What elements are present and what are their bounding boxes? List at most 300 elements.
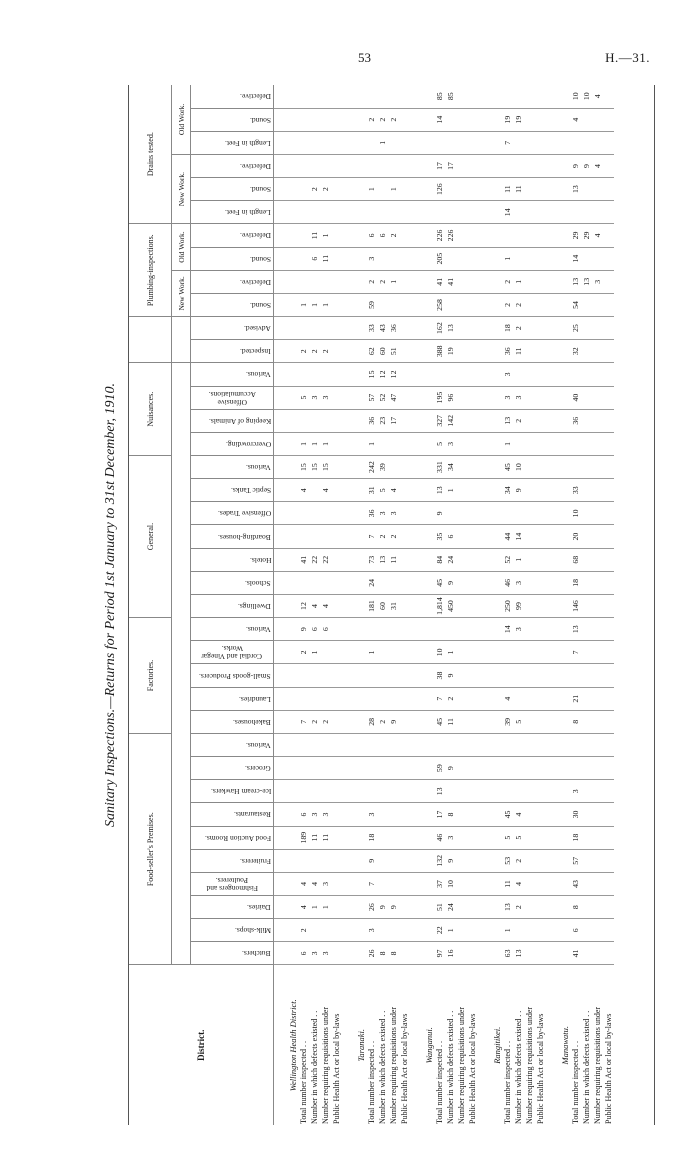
table-cell xyxy=(388,201,399,224)
table-cell xyxy=(524,363,535,386)
table-cell xyxy=(535,872,546,895)
table-cell: 6 xyxy=(377,224,388,247)
table-cell xyxy=(467,896,478,919)
spacer-cell xyxy=(274,826,299,849)
table-cell xyxy=(513,757,524,780)
table-cell xyxy=(535,849,546,872)
table-cell xyxy=(467,780,478,803)
table-cell: 4 xyxy=(513,803,524,826)
table-cell xyxy=(592,455,603,478)
table-cell xyxy=(298,849,309,872)
table-cell xyxy=(603,757,614,780)
table-cell xyxy=(377,154,388,177)
table-cell xyxy=(377,293,388,316)
table-cell xyxy=(467,131,478,154)
table-cell: 4 xyxy=(320,479,331,502)
table-cell xyxy=(581,317,592,340)
table-cell xyxy=(513,687,524,710)
table-cell xyxy=(388,664,399,687)
table-cell: 96 xyxy=(445,386,456,409)
table-cell xyxy=(331,432,342,455)
table-cell xyxy=(331,270,342,293)
column-subgroup-header: Old Work. xyxy=(172,85,191,154)
table-cell xyxy=(603,571,614,594)
table-cell xyxy=(456,641,467,664)
table-cell: 2 xyxy=(513,293,524,316)
table-cell: 2 xyxy=(388,108,399,131)
table-cell xyxy=(535,409,546,432)
table-cell: 14 xyxy=(502,618,513,641)
row-label: Public Health Act or local by-laws xyxy=(400,1013,409,1124)
table-cell: 3 xyxy=(320,942,331,965)
table-cell: 1 xyxy=(320,224,331,247)
table-cell xyxy=(603,849,614,872)
column-header xyxy=(191,386,274,409)
table-cell xyxy=(535,733,546,756)
table-cell xyxy=(581,340,592,363)
table-cell xyxy=(298,525,309,548)
table-cell: 34 xyxy=(445,455,456,478)
table-cell xyxy=(399,455,410,478)
table-cell xyxy=(456,386,467,409)
table-cell xyxy=(434,201,445,224)
spacer-cell xyxy=(342,479,366,502)
table-row xyxy=(366,85,377,1125)
district-header: District. xyxy=(129,965,274,1125)
table-cell xyxy=(298,108,309,131)
table-cell xyxy=(309,571,320,594)
table-cell xyxy=(309,409,320,432)
spacer-cell xyxy=(546,733,570,756)
table-cell: 2 xyxy=(320,340,331,363)
table-cell xyxy=(524,270,535,293)
table-cell xyxy=(581,409,592,432)
table-cell xyxy=(388,687,399,710)
spacer-cell xyxy=(410,502,434,525)
column-header xyxy=(191,780,274,803)
table-cell xyxy=(331,664,342,687)
table-cell: 1 xyxy=(445,479,456,502)
table-cell xyxy=(513,919,524,942)
spacer-cell xyxy=(274,455,299,478)
table-cell xyxy=(399,363,410,386)
table-cell xyxy=(456,710,467,733)
spacer-cell xyxy=(410,154,434,177)
table-cell: 1 xyxy=(366,641,377,664)
spacer-cell xyxy=(478,432,502,455)
table-row xyxy=(535,85,546,1125)
table-cell xyxy=(456,872,467,895)
table-cell: 9 xyxy=(388,896,399,919)
table-cell: 54 xyxy=(570,293,581,316)
spacer-cell xyxy=(546,432,570,455)
table-cell: 13 xyxy=(445,317,456,340)
spacer-cell xyxy=(342,154,366,177)
spacer-cell xyxy=(274,340,299,363)
table-cell xyxy=(298,247,309,270)
table-cell xyxy=(581,548,592,571)
table-cell: 73 xyxy=(366,548,377,571)
district-name: Wellington Health District. xyxy=(288,999,298,1092)
table-cell xyxy=(434,363,445,386)
table-cell xyxy=(467,154,478,177)
spacer-cell xyxy=(274,317,299,340)
column-header xyxy=(191,455,274,478)
spacer-cell xyxy=(274,85,299,108)
table-cell xyxy=(388,571,399,594)
table-cell: 2 xyxy=(366,270,377,293)
spacer-cell xyxy=(410,594,434,617)
table-cell xyxy=(456,409,467,432)
table-cell xyxy=(456,664,467,687)
spacer-cell xyxy=(546,85,570,108)
table-row xyxy=(399,85,410,1125)
table-cell xyxy=(399,710,410,733)
table-cell xyxy=(331,757,342,780)
table-cell: 3 xyxy=(366,247,377,270)
table-cell xyxy=(535,571,546,594)
table-cell xyxy=(298,664,309,687)
table-cell xyxy=(399,780,410,803)
table-cell xyxy=(467,386,478,409)
table-row xyxy=(309,85,320,1125)
table-cell: 6 xyxy=(298,942,309,965)
table-cell xyxy=(524,733,535,756)
table-cell xyxy=(445,363,456,386)
district-name: Taranaki. xyxy=(356,1029,366,1062)
table-cell xyxy=(399,618,410,641)
table-cell: 3 xyxy=(513,571,524,594)
table-cell: 4 xyxy=(320,594,331,617)
table-cell xyxy=(603,409,614,432)
table-cell xyxy=(456,733,467,756)
column-header-label: Advised. xyxy=(244,324,271,334)
table-cell xyxy=(513,363,524,386)
table-cell xyxy=(592,131,603,154)
table-cell xyxy=(399,919,410,942)
spacer-cell xyxy=(478,224,502,247)
table-cell: 4 xyxy=(388,479,399,502)
table-cell: 1 xyxy=(320,896,331,919)
table-cell: 4 xyxy=(298,479,309,502)
table-cell xyxy=(570,363,581,386)
table-cell xyxy=(467,340,478,363)
table-cell xyxy=(399,178,410,201)
table-cell xyxy=(592,803,603,826)
table-cell xyxy=(456,919,467,942)
table-cell xyxy=(331,502,342,525)
spacer-cell xyxy=(342,896,366,919)
table-cell: 10 xyxy=(570,85,581,108)
table-cell xyxy=(535,919,546,942)
table-cell xyxy=(399,131,410,154)
table-cell xyxy=(399,479,410,502)
column-header xyxy=(191,432,274,455)
spacer-cell xyxy=(342,664,366,687)
table-cell xyxy=(513,131,524,154)
table-cell xyxy=(331,548,342,571)
row-label: Number in which defects existed . . xyxy=(378,1010,387,1124)
column-header xyxy=(191,525,274,548)
column-header xyxy=(191,201,274,224)
table-cell xyxy=(581,849,592,872)
table-cell: 331 xyxy=(434,455,445,478)
table-cell xyxy=(456,618,467,641)
table-cell: 29 xyxy=(581,224,592,247)
spacer-cell xyxy=(342,571,366,594)
column-header xyxy=(191,154,274,177)
table-row xyxy=(592,85,603,1125)
table-cell: 43 xyxy=(570,872,581,895)
table-cell xyxy=(331,479,342,502)
table-cell: 132 xyxy=(434,849,445,872)
spacer-cell xyxy=(342,85,366,108)
row-label: Total number inspected . . xyxy=(503,1041,512,1124)
spacer-cell xyxy=(546,919,570,942)
table-cell: 9 xyxy=(445,757,456,780)
table-cell xyxy=(535,479,546,502)
table-cell xyxy=(513,154,524,177)
spacer-cell xyxy=(478,896,502,919)
table-cell xyxy=(592,247,603,270)
table-cell: 62 xyxy=(366,340,377,363)
spacer-cell xyxy=(342,108,366,131)
table-cell xyxy=(592,571,603,594)
row-label: Public Health Act or local by-laws xyxy=(332,1013,341,1124)
spacer-cell xyxy=(274,224,299,247)
table-cell xyxy=(535,455,546,478)
column-header-label: Defective. xyxy=(239,92,271,102)
table-cell xyxy=(524,548,535,571)
table-cell xyxy=(524,664,535,687)
table-cell xyxy=(456,502,467,525)
table-cell: 46 xyxy=(434,826,445,849)
table-cell: 3 xyxy=(309,942,320,965)
table-cell xyxy=(581,594,592,617)
table-cell: 34 xyxy=(502,479,513,502)
table-cell xyxy=(320,664,331,687)
table-cell: 5 xyxy=(434,432,445,455)
table-cell xyxy=(581,942,592,965)
table-cell xyxy=(524,942,535,965)
table-cell: 38 xyxy=(434,664,445,687)
table-cell: 59 xyxy=(434,757,445,780)
table-cell: 59 xyxy=(366,293,377,316)
table-cell xyxy=(467,178,478,201)
table-cell: 45 xyxy=(434,571,445,594)
table-cell xyxy=(535,108,546,131)
table-cell xyxy=(467,455,478,478)
table-cell xyxy=(581,363,592,386)
table-cell xyxy=(399,942,410,965)
table-cell xyxy=(331,525,342,548)
spacer-cell xyxy=(342,247,366,270)
table-cell xyxy=(331,687,342,710)
table-cell: 4 xyxy=(592,85,603,108)
table-cell: 8 xyxy=(388,942,399,965)
table-cell xyxy=(603,664,614,687)
table-cell xyxy=(298,178,309,201)
table-cell xyxy=(388,872,399,895)
spacer-cell xyxy=(274,710,299,733)
table-cell xyxy=(535,548,546,571)
row-label: Number in which defects existed . . xyxy=(446,1010,455,1124)
table-cell xyxy=(399,409,410,432)
table-cell xyxy=(603,201,614,224)
table-cell: 45 xyxy=(434,710,445,733)
table-cell xyxy=(592,201,603,224)
table-cell: 3 xyxy=(309,386,320,409)
table-cell xyxy=(298,502,309,525)
table-cell: 10 xyxy=(570,502,581,525)
table-cell xyxy=(456,571,467,594)
table-cell: 6 xyxy=(366,224,377,247)
column-header-label: Hotels. xyxy=(249,555,271,565)
table-cell xyxy=(603,942,614,965)
spacer-cell xyxy=(342,641,366,664)
table-cell xyxy=(581,571,592,594)
table-cell: 6 xyxy=(445,525,456,548)
table-cell xyxy=(399,687,410,710)
table-cell xyxy=(592,919,603,942)
table-cell xyxy=(535,942,546,965)
table-cell: 84 xyxy=(434,548,445,571)
table-cell: 327 xyxy=(434,409,445,432)
table-cell xyxy=(309,525,320,548)
table-cell xyxy=(502,733,513,756)
table-row xyxy=(570,85,581,1125)
table-cell xyxy=(581,872,592,895)
table-cell: 2 xyxy=(502,270,513,293)
table-cell: 9 xyxy=(366,849,377,872)
table-cell xyxy=(467,108,478,131)
table-cell xyxy=(502,641,513,664)
table-cell xyxy=(581,432,592,455)
table-cell xyxy=(513,641,524,664)
spacer-cell xyxy=(410,780,434,803)
district-name: Wanganui. xyxy=(424,1027,434,1064)
table-cell xyxy=(570,432,581,455)
table-cell xyxy=(399,571,410,594)
table-cell xyxy=(502,224,513,247)
table-cell xyxy=(592,525,603,548)
table-cell: 1 xyxy=(298,293,309,316)
table-cell xyxy=(592,780,603,803)
table-cell xyxy=(592,733,603,756)
table-cell xyxy=(603,131,614,154)
spacer-cell xyxy=(274,154,299,177)
column-header xyxy=(191,757,274,780)
spacer-cell xyxy=(274,548,299,571)
table-cell xyxy=(399,270,410,293)
spacer-cell xyxy=(546,594,570,617)
table-cell xyxy=(309,757,320,780)
table-cell xyxy=(581,502,592,525)
column-header-label: Defective. xyxy=(239,161,271,171)
table-cell: 33 xyxy=(570,479,581,502)
table-cell: 60 xyxy=(377,594,388,617)
table-cell: 7 xyxy=(366,525,377,548)
table-cell xyxy=(524,247,535,270)
table-cell xyxy=(366,687,377,710)
table-cell: 9 xyxy=(377,896,388,919)
column-header-label: Length in Feet. xyxy=(225,208,271,218)
spacer-cell xyxy=(546,224,570,247)
column-header xyxy=(191,733,274,756)
table-cell: 36 xyxy=(570,409,581,432)
table-cell xyxy=(445,178,456,201)
table-cell xyxy=(592,386,603,409)
table-cell xyxy=(445,201,456,224)
table-cell xyxy=(456,942,467,965)
table-cell: 9 xyxy=(388,710,399,733)
table-cell xyxy=(320,85,331,108)
table-cell: 10 xyxy=(445,872,456,895)
table-cell xyxy=(377,919,388,942)
column-header-label: Various. xyxy=(246,625,271,635)
table-cell: 26 xyxy=(366,896,377,919)
table-cell: 11 xyxy=(320,247,331,270)
spacer-cell xyxy=(478,201,502,224)
table-cell xyxy=(467,363,478,386)
table-cell: 2 xyxy=(298,340,309,363)
column-header xyxy=(191,85,274,108)
table-cell xyxy=(524,687,535,710)
table-cell: 1 xyxy=(309,432,320,455)
table-cell xyxy=(592,340,603,363)
table-cell: 13 xyxy=(502,896,513,919)
table-cell xyxy=(331,618,342,641)
table-cell xyxy=(502,780,513,803)
table-cell xyxy=(581,826,592,849)
table-cell: 22 xyxy=(309,548,320,571)
table-cell xyxy=(570,455,581,478)
table-cell xyxy=(467,525,478,548)
table-cell xyxy=(592,687,603,710)
table-cell xyxy=(434,618,445,641)
table-cell: 6 xyxy=(298,803,309,826)
table-cell xyxy=(377,201,388,224)
table-cell xyxy=(467,548,478,571)
spacer-cell xyxy=(274,896,299,919)
spacer-cell xyxy=(546,479,570,502)
table-cell xyxy=(331,849,342,872)
spacer-cell xyxy=(410,108,434,131)
table-cell: 3 xyxy=(366,919,377,942)
table-cell xyxy=(309,502,320,525)
table-cell: 7 xyxy=(570,641,581,664)
table-cell: 17 xyxy=(445,154,456,177)
table-cell xyxy=(298,757,309,780)
table-cell xyxy=(399,224,410,247)
table-cell xyxy=(524,826,535,849)
column-header-label: Various. xyxy=(246,370,271,380)
table-cell xyxy=(535,178,546,201)
table-cell xyxy=(502,502,513,525)
table-cell xyxy=(298,131,309,154)
table-cell xyxy=(603,247,614,270)
table-cell: 15 xyxy=(309,455,320,478)
spacer-cell xyxy=(410,849,434,872)
column-header-label: Bakehouses. xyxy=(233,717,271,727)
table-cell: 3 xyxy=(502,363,513,386)
table-cell xyxy=(399,548,410,571)
table-cell xyxy=(377,849,388,872)
table-cell xyxy=(298,687,309,710)
spacer-cell xyxy=(274,780,299,803)
spacer-cell xyxy=(274,594,299,617)
row-label: Number requiring requisitions under xyxy=(593,1006,602,1124)
